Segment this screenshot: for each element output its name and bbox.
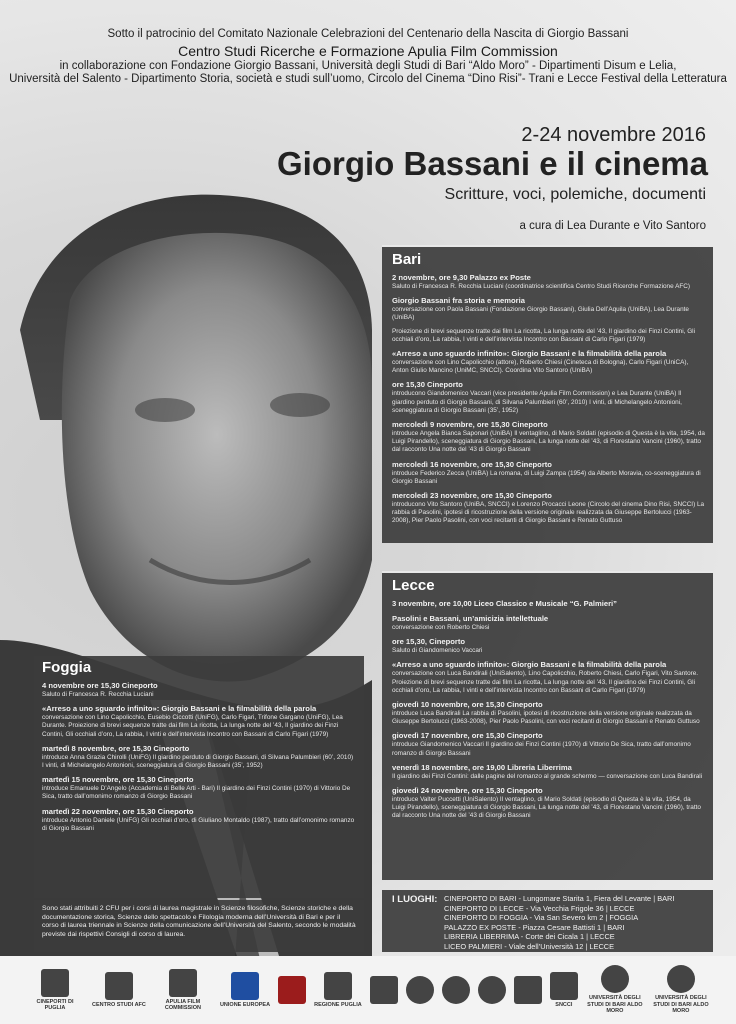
city-heading-bari: Bari	[392, 251, 422, 268]
venues-list	[444, 894, 674, 952]
venue-item: LICEO PALMIERI - Viale dell’Università 12 | LECCE	[444, 941, 615, 951]
event-description: Saluto di Francesca R. Recchia Luciani	[42, 691, 154, 698]
lecce-program-panel	[382, 571, 713, 880]
event-item	[392, 460, 705, 486]
sponsor-logo	[92, 972, 146, 1009]
sponsor-logo	[314, 972, 362, 1009]
city-heading-foggia: Foggia	[42, 659, 92, 676]
logo-mark-icon	[550, 972, 578, 1000]
logo-label: CINEPORTI DI PUGLIA	[36, 998, 74, 1011]
logo-mark-icon	[231, 972, 259, 1000]
logo-label: UNIONE EUROPEA	[219, 1001, 271, 1008]
event-item	[392, 599, 705, 609]
sponsor-logo	[220, 972, 270, 1009]
event-item	[392, 380, 705, 415]
event-heading: 4 novembre ore 15,30 Cineporto	[42, 681, 158, 690]
sponsor-logo	[442, 976, 470, 1004]
sponsor-logo	[652, 965, 710, 1015]
event-heading: giovedì 17 novembre, ore 15,30 Cineporto	[392, 731, 543, 741]
curators: a cura di Lea Durante e Vito Santoro	[519, 220, 706, 232]
sponsor-logo	[26, 969, 84, 1012]
event-heading: «Arreso a uno sguardo infinito»: Giorgio Bassani e la filmabilità della parola	[42, 704, 317, 714]
sponsor-logo	[586, 965, 644, 1015]
event-heading: mercoledì 16 novembre, ore 15,30 Cineporto	[392, 459, 552, 469]
sponsor-logo	[154, 969, 212, 1012]
logo-mark-icon	[41, 969, 69, 997]
subtitle: Scritture, voci, polemiche, documenti	[444, 186, 706, 203]
event-heading: «Arreso a uno sguardo infinito»: Giorgio Bassani e la filmabilità della parola	[392, 660, 667, 670]
organizer-name: Centro Studi Ricerche e Formazione Apulia Film Commission	[178, 43, 558, 59]
collaboration-line-1: in collaborazione con Fondazione Giorgio Bassani, Università degli Studi di Bari “Aldo Moro” - Dipartimenti Disum e Lelia,	[59, 60, 677, 72]
logo-mark-icon	[370, 976, 398, 1004]
logo-mark-icon	[442, 976, 470, 1004]
sponsor-logo	[550, 972, 578, 1009]
event-item	[392, 731, 705, 757]
event-description: Proiezione di brevi sequenze tratte dai film La ricotta, La lunga notte del ’43, Il giardino dei Finzi Contini, Gli occhiali d’oro, La rabbia, I vinti e dell’intervista Incontro con Bassani di Carlo Figari (1979)	[392, 327, 696, 343]
event-description: introduce Federico Zecca (UniBA) La romana, di Luigi Zampa (1954) da Alberto Moravia, co-sceneggiatura di Giorgio Bassani	[392, 469, 701, 485]
foggia-program-panel	[34, 656, 364, 898]
sponsor-logo	[478, 976, 506, 1004]
event-item	[392, 763, 705, 781]
city-heading-lecce: Lecce	[392, 577, 435, 594]
event-heading: mercoledì 9 novembre, ore 15,30 Cineporto	[392, 420, 548, 430]
event-item	[392, 273, 705, 291]
page-title: Giorgio Bassani e il cinema	[277, 145, 708, 182]
sponsor-logos-strip	[0, 956, 736, 1024]
event-description: introduce Luca Bandirali La rabbia di Pasolini, ipotesi di ricostruzione della versione originale realizzata da Giuseppe Bertolucci (1963-2008), Pier Paolo Pasolini, con voci recitanti di Giorgio Bassani e Renato Guttuso	[392, 710, 700, 726]
event-heading: mercoledì 23 novembre, ore 15,30 Cineporto	[392, 491, 552, 501]
event-description: introduce Antonio Daniele (UniFG) Gli occhiali d’oro, di Giuliano Montaldo (1987), tratto dall’omonimo romanzo di Giorgio Bassani	[42, 816, 355, 832]
logo-mark-icon	[514, 976, 542, 1004]
event-item	[42, 681, 356, 699]
logo-mark-icon	[478, 976, 506, 1004]
event-description: introduce Giandomenico Vaccari Il giardino dei Finzi Contini (1970) di Vittorio De Sica, tratto dall’omonimo romanzo di Giorgio Bassani	[392, 741, 691, 757]
event-heading: «Arreso a uno sguardo infinito»: Giorgio Bassani e la filmabilità della parola	[392, 349, 667, 359]
cfu-credits-note: Sono stati attribuiti 2 CFU per i corsi di laurea magistrale in Scienze filosofiche, Scienze storiche e della documentazione storica, Scienze dello spettacolo e Filologia moderna dell’Università di Bari e per il corso di laurea triennale in Scienze della comunicazione dell’Università del Salento, secondo le modalità previste dai rispettivi Consigli di corso di laurea.	[34, 900, 364, 952]
event-heading: martedì 22 novembre, ore 15,30 Cineporto	[42, 806, 194, 816]
logo-label: APULIA FILM COMMISSION	[164, 998, 201, 1011]
sponsor-logo	[370, 976, 398, 1004]
event-description: Saluto di Giandomenico Vaccari	[392, 647, 483, 655]
event-item	[392, 660, 705, 695]
bari-program-panel	[382, 245, 713, 543]
event-heading: giovedì 10 novembre, ore 15,30 Cineporto	[392, 700, 543, 710]
event-description: introducono Giandomenico Vaccari (vice presidente Apulia Film Commission) e Lea Durante (UniBA) Il giardino perduto di Giorgio Bassani, di Silvana Palumbieri (60’, 2010) I vinti, di Michelangelo Antonioni, sceneggiatura di Giorgio Bassani (35’, 1952)	[392, 390, 682, 414]
event-description: introduce Anna Grazia Chirolli (UniFG) Il giardino perduto di Giorgio Bassani, di Silvana Palumbieri (60’, 2010) I vinti, di Michelangelo Antonioni, sceneggiatura di Giorgio Bassani (35’, 1952)	[42, 753, 354, 770]
event-item	[392, 296, 705, 322]
event-item	[392, 614, 705, 632]
event-description: conversazione con Luca Bandirali (UniSalento), Lino Capolicchio, Roberto Chiesi, Carlo Figari, Vito Santore. Proiezione di brevi sequenze tratte dai film La ricotta, La lunga notte del ’43, Il giardino dei Finzi Contini, Gli occhiali d’oro, La rabbia, I vinti e dell’intervista Incontro con Bassani di Carlo Figari (1979)	[392, 670, 699, 694]
event-dates: 2-24 novembre 2016	[521, 124, 706, 146]
sponsor-logo	[514, 976, 542, 1004]
event-heading: venerdì 18 novembre, ore 19,00 Libreria Liberrima	[392, 762, 572, 772]
event-heading: Giorgio Bassani fra storia e memoria	[392, 296, 525, 306]
event-item	[392, 637, 705, 655]
event-item	[392, 700, 705, 726]
event-item	[392, 349, 705, 375]
collaboration-line-2: Università del Salento - Dipartimento Storia, società e studi sull’uomo, Circolo del Cinema “Dino Risi”- Trani e Lecce Festival della Letteratura	[9, 73, 727, 85]
event-item	[392, 420, 705, 455]
event-description: introduce Angela Bianca Saponari (UniBA) Il ventaglino, di Mario Soldati (episodio di Questa è la vita, 1954, da Luigi Pirandello), sceneggiatura di Giorgio Bassani, La lunga notte del ’43, di Florestano Vancini (1960), tratto dal racconto Una notte del ’43 di Giorgio Bassani	[392, 430, 705, 454]
logo-mark-icon	[278, 976, 306, 1004]
event-item	[392, 786, 705, 821]
venue-item: CINEPORTO DI LECCE - Via Vecchia Frigole 36 | LECCE	[444, 903, 635, 913]
event-heading: ore 15,30, Cineporto	[392, 637, 466, 647]
logo-mark-icon	[105, 972, 133, 1000]
event-heading: 3 novembre, ore 10,00 Liceo Classico e Musicale “G. Palmieri”	[392, 599, 617, 608]
sponsor-logo	[278, 976, 306, 1004]
event-description: introducono Vito Santoro (UniBA, SNCCI) e Lorenzo Procacci Leone (Circolo del cinema Dino Risi, SNCCI) La rabbia di Pasolini, ipotesi di ricostruzione della versione originale realizzata da Giuseppe Bertolucci (1963-2008), Pier Paolo Pasolini, con voci recitanti di Giorgio Bassani e Renato Guttuso	[392, 501, 705, 525]
event-heading: martedì 15 novembre, ore 15,30 Cineporto	[42, 775, 194, 785]
logo-label: CENTRO STUDI AFC	[92, 1001, 146, 1008]
event-item	[392, 491, 705, 526]
logo-mark-icon	[406, 976, 434, 1004]
event-heading: 2 novembre, ore 9,30 Palazzo ex Poste	[392, 273, 531, 282]
patronage-line: Sotto il patrocinio del Comitato Nazionale Celebrazioni del Centenario della Nascita di Giorgio Bassani	[107, 28, 629, 40]
event-heading: giovedì 24 novembre, ore 15,30 Cineporto	[392, 786, 543, 796]
logo-mark-icon	[169, 969, 197, 997]
event-item	[42, 775, 356, 801]
logo-label: UNIVERSITÀ DEGLI STUDI DI BARI ALDO MORO	[653, 995, 709, 1015]
event-description: Saluto di Francesca R. Recchia Luciani (coordinatrice scientifica Centro Studi Ricerche Formazione AFC)	[392, 283, 691, 290]
logo-label: UNIVERSITÀ DEGLI STUDI DI BARI ALDO MORO	[587, 995, 643, 1015]
sponsor-logo	[406, 976, 434, 1004]
venue-item: LIBRERIA LIBERRIMA - Corte dei Cicala 1 | LECCE	[444, 932, 615, 942]
event-description: conversazione con Lino Capolicchio, Eusebio Ciccotti (UniFG), Carlo Figari, Trifone Gargano (UniFG), Lea Durante. Proiezione di brevi sequenze tratte dai film La ricotta, La lunga notte del ’43, Il giardino dei Finzi Contini, Gli occhiali d’oro, La rabbia, I vinti e dell’intervista Incontro con Bassani di Carlo Figari (1979)	[42, 714, 343, 738]
event-item	[392, 328, 705, 344]
venue-item: PALAZZO EX POSTE - Piazza Cesare Battisti 1 | BARI	[444, 922, 625, 932]
venues-panel	[382, 890, 713, 952]
venues-label: I LUOGHI:	[392, 894, 438, 905]
event-item	[42, 807, 356, 833]
event-description: introduce Valter Puccetti (UniSalento) Il ventaglino, di Mario Soldati (episodio di Questa è la vita, 1954, da Luigi Pirandello), sceneggiatura di Giorgio Bassani, La lunga notte del ’43, di Florestano Vancini (1960), tratto dal racconto Una notte del ’43 di Giorgio Bassani	[392, 796, 701, 820]
venue-item: CINEPORTO DI BARI - Lungomare Starita 1, Fiera del Levante | BARI	[444, 894, 675, 903]
event-heading: ore 15,30 Cineporto	[392, 380, 463, 390]
event-description: introduce Emanuele D’Angelo (Accademia di Belle Arti - Bari) Il giardino dei Finzi Contini (1970) di Vittorio De Sica, tratto dall’omonimo romanzo di Giorgio Bassani	[42, 785, 351, 801]
event-description: Il giardino dei Finzi Contini: dalle pagine del romanzo al grande schermo — conversazione con Luca Bandirali	[392, 772, 703, 780]
venue-item: CINEPORTO DI FOGGIA - Via San Severo km 2 | FOGGIA	[444, 913, 639, 923]
logo-label: SNCCI	[555, 1001, 573, 1008]
logo-mark-icon	[601, 965, 629, 993]
logo-mark-icon	[667, 965, 695, 993]
event-heading: martedì 8 novembre, ore 15,30 Cineporto	[42, 743, 190, 753]
event-item	[42, 744, 356, 770]
event-item	[42, 704, 356, 739]
logo-label: REGIONE PUGLIA	[314, 1001, 362, 1008]
event-description: conversazione con Paola Bassani (Fondazione Giorgio Bassani), Giulia Dell’Aquila (UniBA), Lea Durante (UniBA)	[392, 306, 689, 322]
logo-mark-icon	[324, 972, 352, 1000]
header-credits	[0, 28, 736, 86]
event-heading: Pasolini e Bassani, un’amicizia intellettuale	[392, 614, 549, 623]
event-description: conversazione con Roberto Chiesi	[392, 624, 490, 631]
event-description: conversazione con Lino Capolicchio (attore), Roberto Chiesi (Cineteca di Bologna), Carlo Figari (UniCA), Anton Giulio Mancino (UniMC, SNCCI). Coordina Vito Santoro (UniBA)	[392, 359, 689, 375]
